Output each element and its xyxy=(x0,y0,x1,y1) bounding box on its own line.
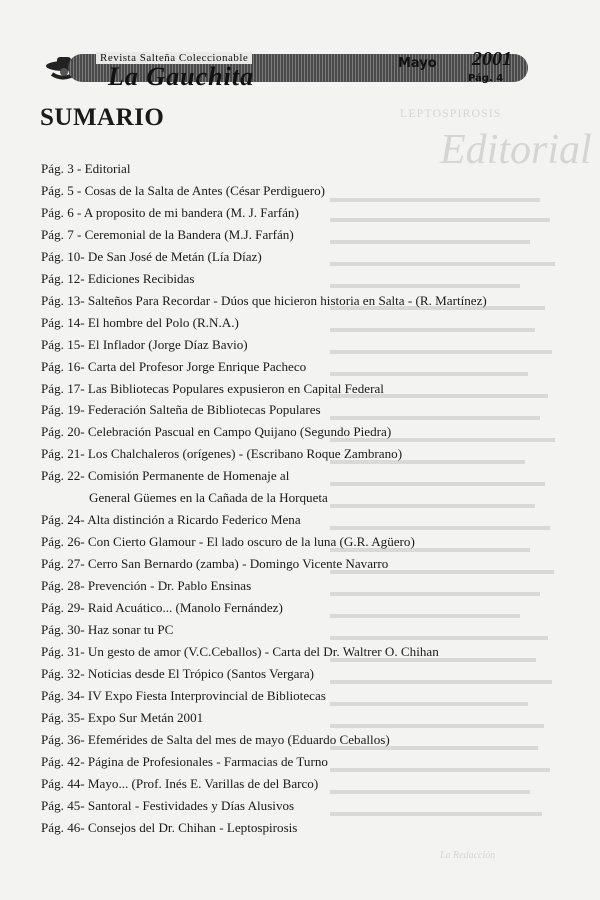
toc-entry xyxy=(41,399,581,421)
toc-entry xyxy=(41,224,581,246)
toc-entry-text: Pág. 17- Las Bibliotecas Populares expusieron en Capital Federal xyxy=(41,380,384,396)
bleed-through-heading: LEPTOSPIROSIS xyxy=(400,106,502,120)
toc-entry xyxy=(41,421,581,443)
toc-entry xyxy=(41,641,581,663)
toc-entry-text: Pág. 22- Comisión Permanente de Homenaje al xyxy=(41,468,290,484)
toc-entry-text: Pág. 42- Página de Profesionales - Farmacias de Turno xyxy=(41,753,328,769)
toc-entry-text: Pág. 35- Expo Sur Metán 2001 xyxy=(41,709,204,725)
toc-entry-text: Pág. 45- Santoral - Festividades y Días Alusivos xyxy=(41,797,295,813)
toc-entry-text: Pág. 32- Noticias desde El Trópico (Santos Vergara) xyxy=(41,665,314,681)
toc-entry xyxy=(41,356,581,378)
toc-entry xyxy=(41,531,581,553)
toc-entry-text: Pág. 10- De San José de Metán (Lía Díaz) xyxy=(41,248,262,264)
toc-entry xyxy=(41,465,581,487)
toc-entry xyxy=(41,180,581,202)
bleed-through-title: Editorial xyxy=(440,127,592,173)
magazine-title: La Gauchita xyxy=(108,62,255,91)
toc-entry xyxy=(41,597,581,619)
toc-entry xyxy=(41,751,581,773)
masthead xyxy=(40,46,560,96)
issue-year: 2001 xyxy=(472,48,512,70)
toc-entry xyxy=(41,312,581,334)
toc-entry-text: Pág. 44- Mayo... (Prof. Inés E. Varillas de del Barco) xyxy=(41,775,319,791)
toc-entry xyxy=(41,509,581,531)
toc-entry-text: Pág. 27- Cerro San Bernardo (zamba) - Domingo Vicente Navarro xyxy=(41,556,389,572)
bleed-through-footer: La Redacción xyxy=(440,850,496,861)
toc-entry-text: Pág. 34- IV Expo Fiesta Interprovincial de Bibliotecas xyxy=(41,687,326,703)
toc-entry xyxy=(41,795,581,817)
toc-entry-text: General Güemes en la Cañada de la Horqueta xyxy=(89,490,328,506)
toc-entry xyxy=(41,246,581,268)
table-of-contents xyxy=(41,158,581,839)
toc-entry xyxy=(41,663,581,685)
toc-entry xyxy=(41,575,581,597)
toc-entry-text: Pág. 7 - Ceremonial de la Bandera (M.J. Farfán) xyxy=(41,226,294,242)
toc-entry xyxy=(41,443,581,465)
toc-entry-text: Pág. 14- El hombre del Polo (R.N.A.) xyxy=(41,314,239,330)
toc-entry-text: Pág. 21- Los Chalchaleros (orígenes) - (Escribano Roque Zambrano) xyxy=(41,446,403,462)
toc-entry-text: Pág. 30- Haz sonar tu PC xyxy=(41,622,174,638)
issue-month: Mayo xyxy=(398,56,437,71)
toc-entry-text: Pág. 3 - Editorial xyxy=(41,161,131,176)
toc-entry-text: Pág. 31- Un gesto de amor (V.C.Ceballos) - Carta del Dr. Waltrer O. Chihan xyxy=(41,643,439,659)
toc-entry-text: Pág. 28- Prevención - Dr. Pablo Ensinas xyxy=(41,578,252,594)
toc-entry xyxy=(41,334,581,356)
toc-entry-text: Pág. 36- Efemérides de Salta del mes de mayo (Eduardo Ceballos) xyxy=(41,731,390,747)
toc-entry-text: Pág. 19- Federación Salteña de Bibliotecas Populares xyxy=(41,402,321,418)
toc-entry-text: Pág. 29- Raid Acuático... (Manolo Fernández) xyxy=(41,600,283,616)
toc-entry xyxy=(41,158,581,180)
magazine-subtitle: Revista Salteña Coleccionable xyxy=(96,52,252,64)
toc-entry xyxy=(41,773,581,795)
toc-entry-text: Pág. 6 - A proposito de mi bandera (M. J. Farfán) xyxy=(41,204,299,220)
toc-entry xyxy=(41,685,581,707)
toc-entry xyxy=(41,202,581,224)
toc-entry-text: Pág. 26- Con Cierto Glamour - El lado oscuro de la luna (G.R. Agüero) xyxy=(41,534,415,550)
toc-entry-text: Pág. 46- Consejos del Dr. Chihan - Leptospirosis xyxy=(41,819,298,835)
toc-entry-text: Pág. 16- Carta del Profesor Jorge Enrique Pacheco xyxy=(41,358,307,374)
page-number: Pág. 4 xyxy=(468,73,504,84)
toc-entry xyxy=(41,707,581,729)
toc-entry xyxy=(41,553,581,575)
toc-entry xyxy=(41,729,581,751)
toc-entry xyxy=(41,487,581,509)
toc-entry-text: Pág. 15- El Inflador (Jorge Díaz Bavio) xyxy=(41,336,248,352)
toc-entry-text: Pág. 24- Alta distinción a Ricardo Federico Mena xyxy=(41,512,301,528)
toc-entry xyxy=(41,378,581,400)
toc-entry xyxy=(41,619,581,641)
toc-entry-text: Pág. 20- Celebración Pascual en Campo Quijano (Segundo Piedra) xyxy=(41,424,392,440)
toc-entry xyxy=(41,817,581,839)
toc-entry xyxy=(41,268,581,290)
toc-entry xyxy=(41,290,581,312)
page-title: SUMARIO xyxy=(40,104,165,131)
toc-entry-text: Pág. 13- Salteños Para Recordar - Dúos que hicieron historia en Salta - (R. Martínez) xyxy=(41,292,487,308)
toc-entry-text: Pág. 5 - Cosas de la Salta de Antes (César Perdiguero) xyxy=(41,182,325,198)
toc-entry-text: Pág. 12- Ediciones Recibidas xyxy=(41,270,195,286)
